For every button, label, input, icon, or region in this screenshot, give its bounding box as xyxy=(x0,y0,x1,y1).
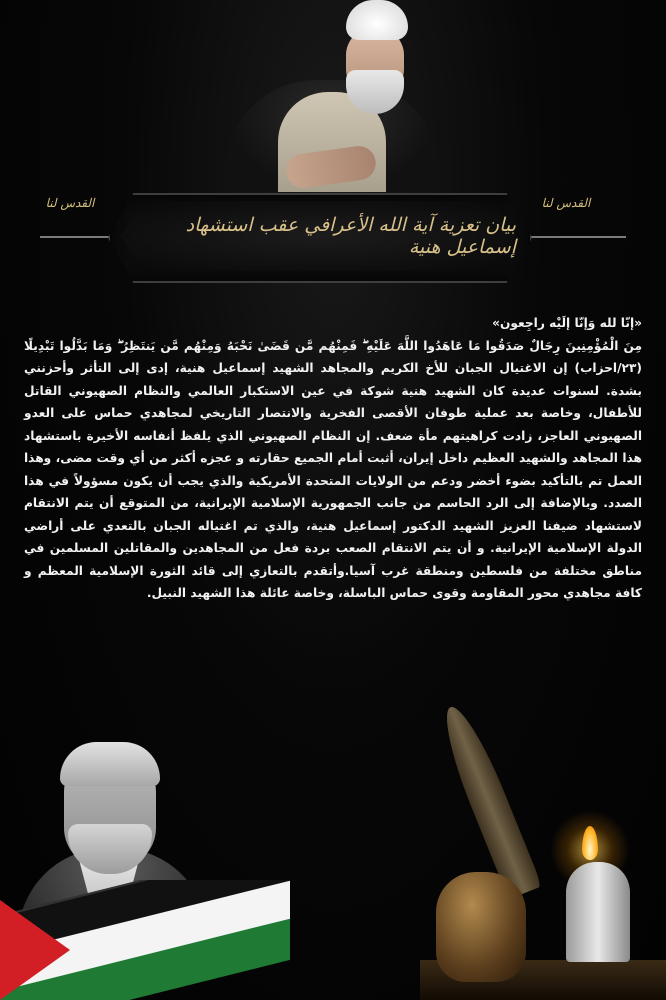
statement-paragraph: مِنَ الْمُؤْمِنِينَ رِجَالٌ صَدَقُوا مَا عَاهَدُوا اللَّهَ عَلَيْهِ ۖ فَمِنْهُم مَّن قَضَىٰ نَحْبَهُ وَمِنْهُم مَّن يَنتَظِرُ ۖ وَمَا بَدَّلُوا تَبْدِيلًا (٢٣/احزاب) إن الاغتيال الجبان للأخ الكريم والمجاهد الشهيد إسماعيل هنية، إدى إلى التأثر وأحزنني بشدة. لسنوات عديدة كان الشهيد هنية شوكة في عين الاستكبار العالمي والنظام الصهيوني القاتل للأطفال، وخاصة بعد عملية طوفان الأقصى الفخرية والانتصار التاريخي لمجاهدي حماس على العدو الصهيوني العاجز، زادت كراهيتهم مأة ضعف. إن النظام الصهيوني الذي يلفظ أنفاسه الأخيرة باستشهاد هذا المجاهد والشهيد العظيم داخل إيران، أثبت أمام الجميع حقارته و عجزه أكثر من أي وقت مضى، وهذا العمل تم بالتأكيد بضوء أخضر ودعم من الولايات المتحدة الأمريكية والذي يجب أن يكون مسؤولاً في هذا الصدد. وبالإضافة إلى الرد الحاسم من جانب الجمهورية الإسلامية الإيرانية، من المتوقع أن يتم الانتقام لاستشهاد ضيفنا العزيز الشهيد الدكتور إسماعيل هنية، والذي تم اغتياله الجبان بالتعدي على أراضي الدولة الإسلامية الإيرانية. و أن يتم الانتقام الصعب بردة فعل من المجاهدين والمقاتلين المسلمين في مناطق مختلفة من فلسطين ومنطقة غرب آسيا.وأتقدم بالتعازي إلى قائد الثورة الإسلامية المعظم و كافة مجاهدي محور المقاومة وقوى حماس الباسلة، وخاصة عائلة هذا الشهيد النبيل. xyxy=(24,338,642,600)
candle-body xyxy=(566,862,630,962)
flag-triangle-red xyxy=(0,900,70,1000)
statement-text xyxy=(24,312,642,605)
turban-shape xyxy=(346,0,408,40)
cleric-portrait xyxy=(226,0,438,192)
hair-shape xyxy=(60,742,160,786)
palestine-flag-icon xyxy=(0,880,290,1000)
banner-line-right xyxy=(516,236,626,238)
quds-emblem-right: القدس لنا xyxy=(541,196,591,210)
banner-line-left xyxy=(40,236,120,238)
opening-verse: «إنّا لله وَإنّا إلَيْه راجِعون» xyxy=(492,316,642,330)
quds-emblem-left: القدس لنا xyxy=(45,196,95,210)
banner-title: بیان تعزیة آية الله الأعرافي عقب استشهاد إسماعیل هنية xyxy=(185,214,516,258)
candle-icon xyxy=(470,810,666,1000)
